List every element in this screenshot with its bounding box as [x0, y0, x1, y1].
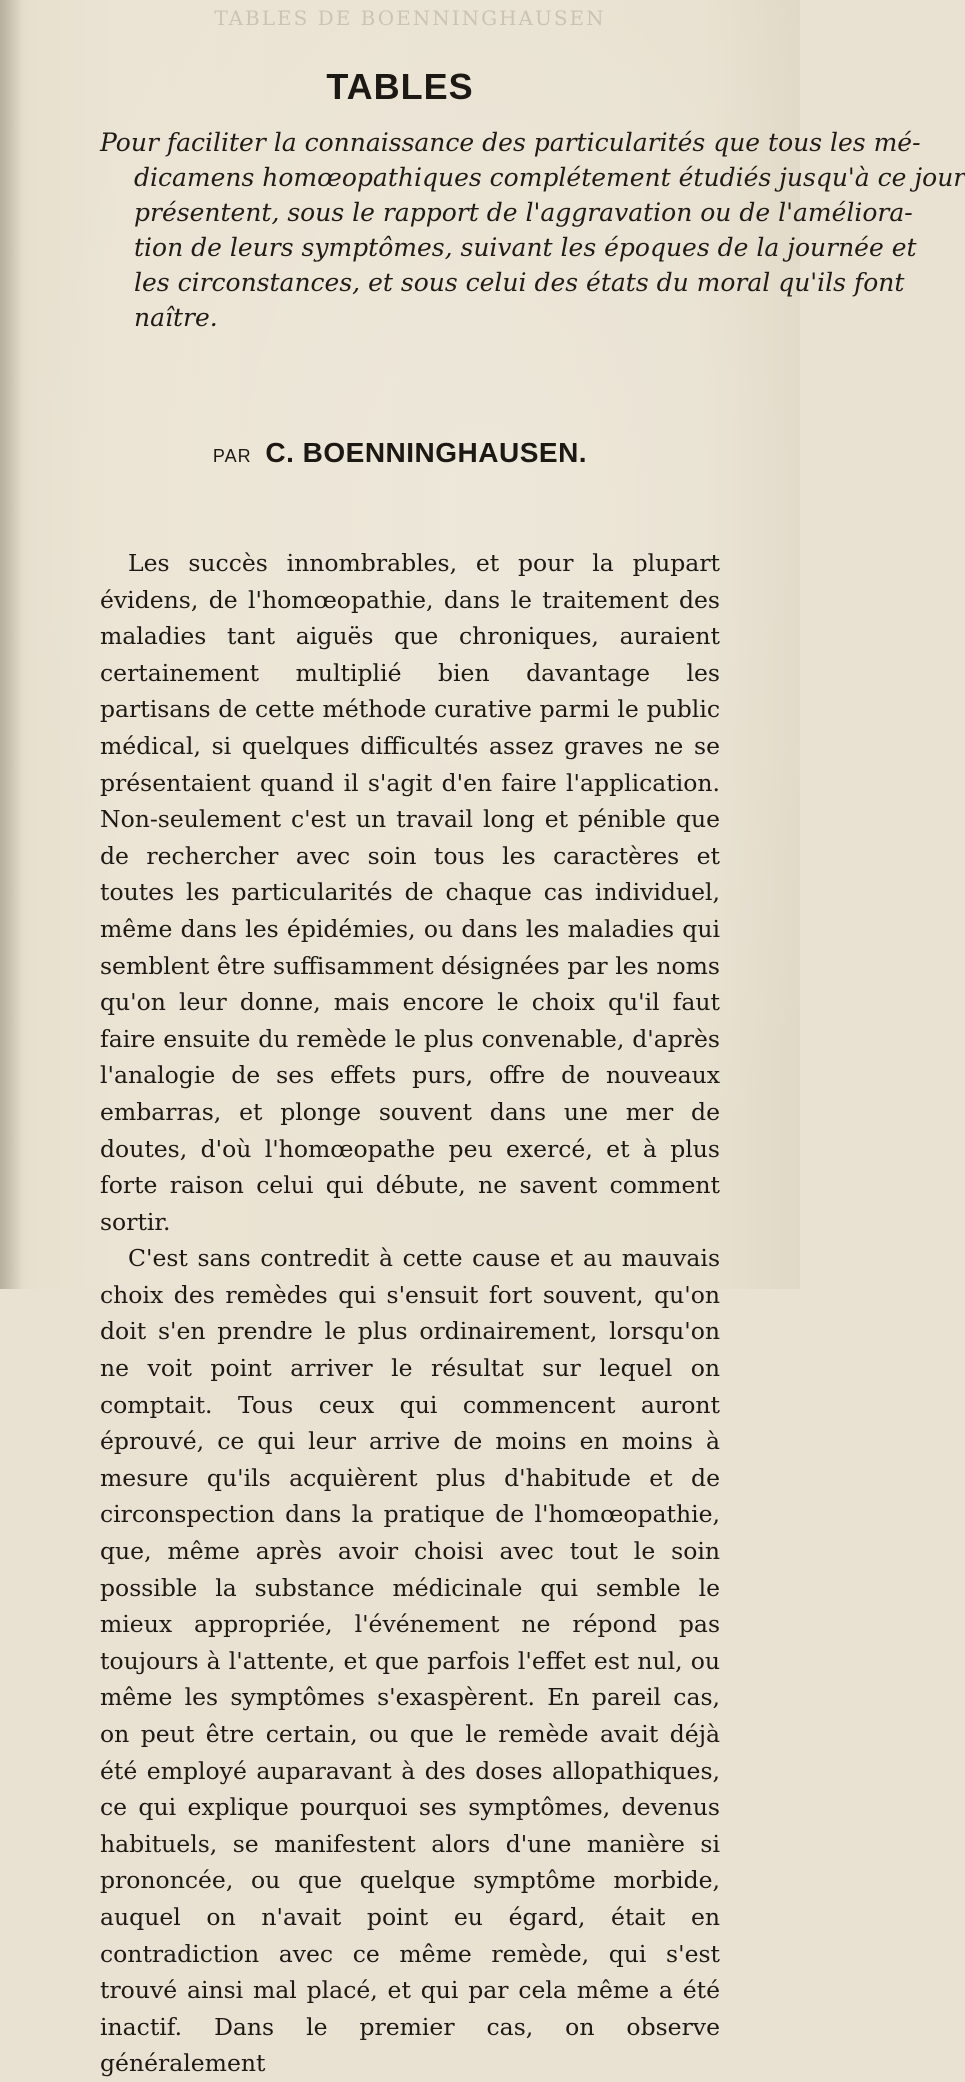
- author-name: C. BOENNINGHAUSEN.: [265, 437, 588, 468]
- subtitle-line: les circonstances, et sous celui des états du moral qu'ils font: [134, 268, 905, 297]
- page-binding-shadow: [0, 0, 22, 1289]
- subtitle-block: [100, 125, 965, 335]
- byline-par: PAR: [212, 446, 252, 466]
- subtitle-line: présentent, sous le rapport de l'aggravation ou de l'améliora-: [134, 198, 913, 227]
- bleed-through-text: TABLES DE BOENNINGHAUSEN: [214, 6, 606, 30]
- subtitle-line: tion de leurs symptômes, suivant les époques de la journée et: [134, 233, 917, 262]
- body-text: [100, 545, 720, 2082]
- paragraph: Les succès innombrables, et pour la plupart évidens, de l'homœopathie, dans le traitement des maladies tant aiguës que chroniques, auraient certainement multiplié bien davantage les partisans de cette méthode curative parmi le public médical, si quelques difficultés assez graves ne se présentaient quand il s'agit d'en faire l'application. Non-seulement c'est un travail long et pénible que de rechercher avec soin tous les caractères et toutes les particularités de chaque cas individuel, même dans les épidémies, ou dans les maladies qui semblent être suffisamment désignées par les noms qu'on leur donne, mais encore le choix qu'il faut faire ensuite du remède le plus convenable, d'après l'analogie de ses effets purs, offre de nouveaux embarras, et plonge souvent dans une mer de doutes, d'où l'homœopathe peu exercé, et à plus forte raison celui qui débute, ne savent comment sortir.: [100, 549, 720, 1236]
- subtitle-line: naître.: [134, 303, 218, 332]
- subtitle-line: Pour faciliter la connaissance des particularités que tous les mé-: [100, 128, 921, 157]
- paragraph: C'est sans contredit à cette cause et au mauvais choix des remèdes qui s'ensuit fort souvent, qu'on doit s'en prendre le plus ordinairement, lorsqu'on ne voit point arriver le résultat sur lequel on comptait. Tous ceux qui commencent auront éprouvé, ce qui leur arrive de moins en moins à mesure qu'ils acquièrent plus d'habitude et de circonspection dans la pratique de l'homœopathie, que, même après avoir choisi avec tout le soin possible la substance médicinale qui semble le mieux appropriée, l'événement ne répond pas toujours à l'attente, et que parfois l'effet est nul, ou même les symptômes s'exaspèrent. En pareil cas, on peut être certain, ou que le remède avait déjà été employé auparavant à des doses allopathiques, ce qui explique pourquoi ses symptômes, devenus habituels, se manifestent alors d'une manière si prononcée, ou que quelque symptôme morbide, auquel on n'avait point eu égard, était en contradiction avec ce même remède, qui s'est trouvé ainsi mal placé, et qui par cela même a été inactif. Dans le premier cas, on observe généralement: [100, 1244, 720, 2078]
- running-header: TABLES: [326, 66, 474, 107]
- subtitle-line: dicamens homœopathiques complétement étudiés jusqu'à ce jour: [134, 163, 965, 192]
- author-byline: [0, 437, 800, 469]
